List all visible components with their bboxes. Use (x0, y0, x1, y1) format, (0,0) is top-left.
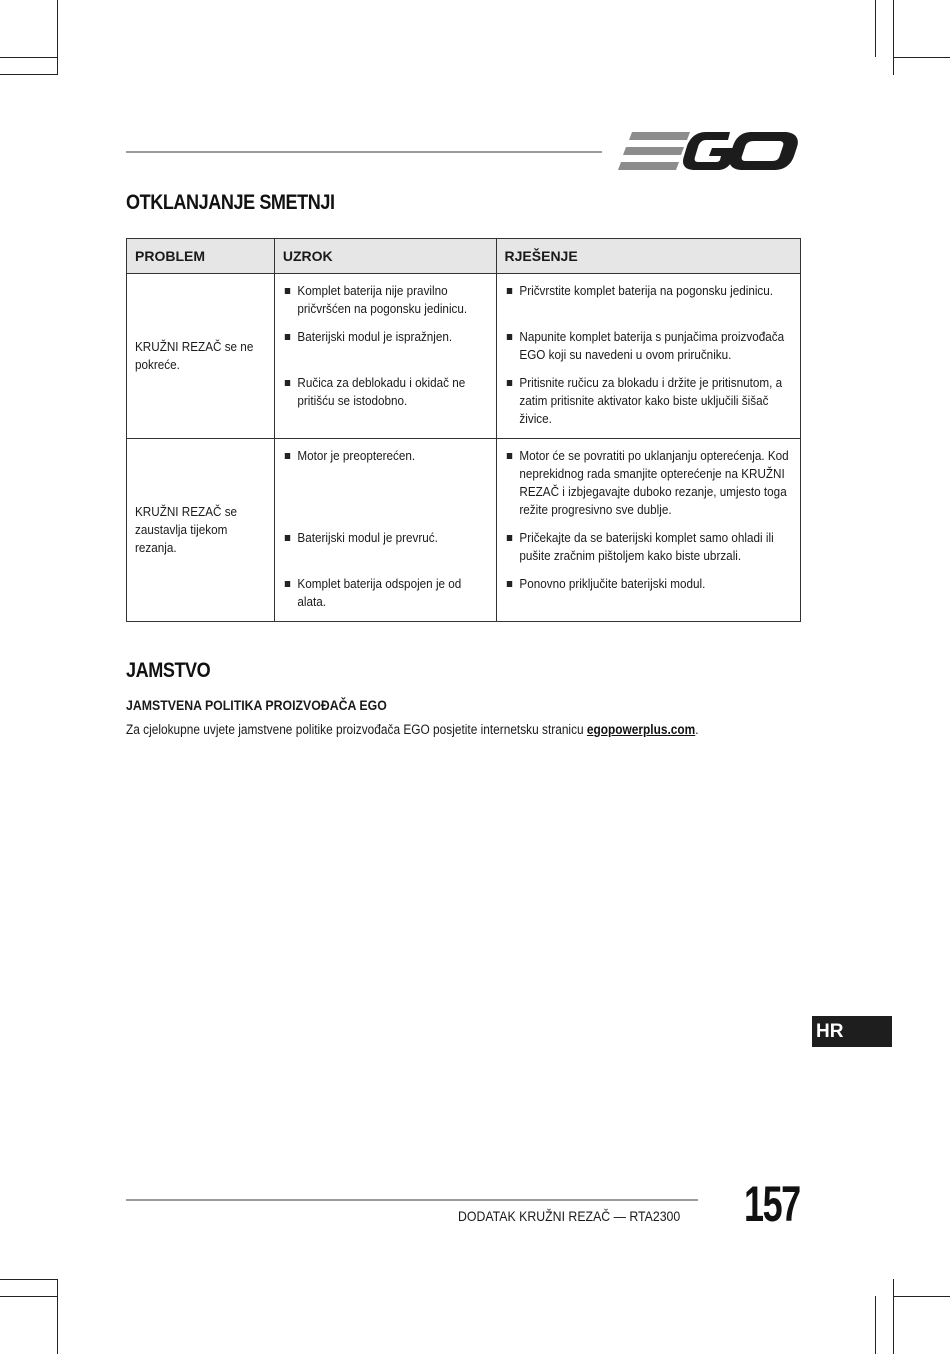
crop-mark (0, 1279, 57, 1280)
crop-mark (893, 1279, 894, 1354)
crop-mark (0, 57, 57, 58)
solution-cell (496, 439, 800, 530)
header-problem: PROBLEM (127, 239, 275, 274)
bullet-square-icon (285, 288, 290, 294)
cause-cell (274, 439, 496, 530)
cause-cell (274, 529, 496, 575)
header-rule (126, 151, 602, 153)
cause-cell (274, 374, 496, 439)
crop-mark (893, 0, 894, 75)
bullet-square-icon (506, 535, 511, 541)
warranty-text-before: Za cjelokupne uvjete jamstvene politike proizvođača EGO posjetite internetsku stranicu (126, 722, 587, 737)
problem-text: KRUŽNI REZAČ se zaustavlja tijekom rezanja. (135, 504, 238, 555)
cause-text: Komplet baterija odspojen je od alata. (297, 576, 462, 609)
bullet-square-icon (506, 380, 511, 386)
bullet-square-icon (285, 453, 290, 459)
bullet-square-icon (285, 535, 290, 541)
logo-g (683, 132, 736, 170)
solution-cell (496, 575, 800, 622)
footer-text: DODATAK KRUŽNI REZAČ — RTA2300 (458, 1208, 681, 1224)
bullet-square-icon (285, 334, 290, 340)
bullet-square-icon (285, 380, 290, 386)
crop-mark (893, 1296, 950, 1297)
cause-cell (274, 274, 496, 329)
cause-text: Motor je preopterećen. (297, 448, 415, 463)
warranty-text-after: . (695, 722, 699, 737)
cause-text: Komplet baterija nije pravilno pričvršćen na pogonsku jedinicu. (297, 283, 467, 316)
language-badge: HR (812, 1016, 892, 1047)
bullet-square-icon (506, 581, 511, 587)
solution-cell (496, 274, 800, 329)
cause-text: Baterijski modul je ispražnjen. (297, 329, 452, 344)
solution-text: Motor će se povratiti po uklanjanju opterećenja. Kod neprekidnog rada smanjite opterećenje na KRUŽNI REZAČ i izbjegavajte duboko rezanje, umjesto toga režite progresivno sve dublje. (518, 448, 789, 517)
table-header-row (127, 239, 801, 274)
problem-text: KRUŽNI REZAČ se ne pokreće. (135, 339, 254, 372)
warranty-title: JAMSTVO (126, 659, 211, 682)
crop-mark (57, 0, 58, 75)
bullet-square-icon (506, 288, 511, 294)
warranty-subtitle: JAMSTVENA POLITIKA PROIZVOĐAČA EGO (126, 697, 387, 713)
crop-mark (0, 74, 57, 75)
bullet-square-icon (285, 581, 290, 587)
cause-cell (274, 575, 496, 622)
troubleshooting-title: OTKLANJANJE SMETNJI (126, 191, 335, 214)
bullet-square-icon (506, 334, 511, 340)
cause-cell (274, 328, 496, 374)
header-cause: UZROK (274, 239, 496, 274)
solution-text: Ponovno priključite baterijski modul. (518, 576, 705, 591)
solution-cell (496, 328, 800, 374)
crop-mark (875, 0, 876, 57)
crop-mark (0, 1296, 57, 1297)
crop-mark (893, 57, 950, 58)
table-row (127, 274, 801, 329)
crop-mark (57, 1279, 58, 1354)
bullet-square-icon (506, 453, 511, 459)
problem-cell (127, 439, 275, 622)
footer-rule (126, 1199, 698, 1201)
solution-text: Pričekajte da se baterijski komplet samo ohladi ili pušite zračnim pištoljem kako biste ubrzali. (518, 530, 774, 563)
ego-logo (618, 130, 800, 172)
cause-text: Baterijski modul je prevruć. (297, 530, 438, 545)
logo-e (618, 132, 690, 170)
problem-cell (127, 274, 275, 439)
solution-text: Pričvrstite komplet baterija na pogonsku jedinicu. (518, 283, 773, 298)
solution-cell (496, 374, 800, 439)
warranty-text (126, 722, 699, 737)
solution-cell (496, 529, 800, 575)
solution-text: Pritisnite ručicu za blokadu i držite je pritisnutom, a zatim pritisnite aktivator kako biste uključili šišač živice. (518, 375, 782, 426)
solution-text: Napunite komplet baterija s punjačima proizvođača EGO koji su navedeni u ovom priručniku. (518, 329, 784, 362)
troubleshooting-table (126, 238, 801, 622)
page-number: 157 (744, 1176, 800, 1232)
table-row (127, 439, 801, 530)
warranty-link[interactable]: egopowerplus.com (586, 722, 696, 737)
header-solution: RJEŠENJE (496, 239, 800, 274)
logo-o (729, 132, 798, 170)
crop-mark (875, 1296, 876, 1354)
cause-text: Ručica za deblokadu i okidač ne pritišću se istodobno. (297, 375, 466, 408)
